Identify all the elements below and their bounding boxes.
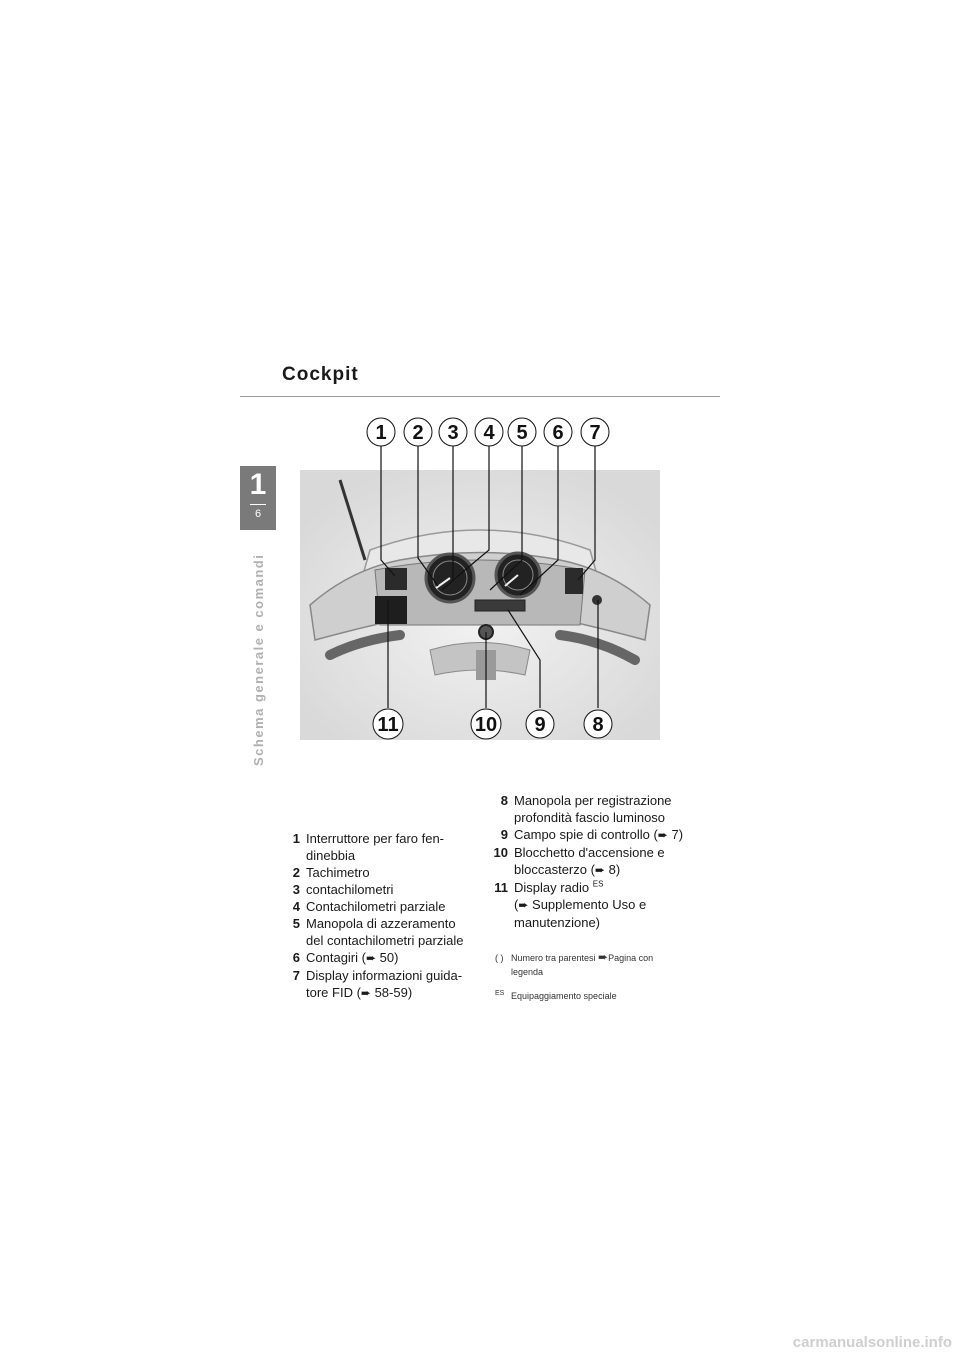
radio-display (375, 596, 407, 624)
fog-light-switch (385, 568, 407, 590)
callout-8: 8 (592, 714, 604, 736)
legend-item: 5 Manopola di azzeramento del contachilometri parziale (292, 916, 464, 948)
title-divider (240, 396, 720, 397)
legend-right (486, 792, 701, 931)
legend-item: 10 Blocchetto d'accensione e bloccasterzo (➨ 8) (493, 845, 665, 877)
callout-5: 5 (516, 422, 528, 444)
arrow-icon: ➨ (657, 828, 668, 842)
legend-item: 3 contachilometri (292, 882, 394, 897)
callout-11: 11 (377, 714, 399, 736)
legend-left (286, 830, 486, 1002)
footer-watermark: carmanualsonline.info (792, 1334, 952, 1351)
legend-item: 9 Campo spie di controllo (➨ 7) (500, 827, 684, 842)
chapter-tab (240, 466, 276, 530)
legend-item: 4 Contachilometri parziale (292, 899, 446, 914)
tachometer (496, 553, 540, 597)
arrow-icon: ➨ (598, 950, 609, 964)
section-label: Schema generale e comandi (251, 553, 266, 766)
legend-item: 2 Tachimetro (292, 865, 370, 880)
callout-1: 1 (375, 422, 387, 444)
warning-lights (475, 600, 525, 611)
note-parentheses: ( ) Numero tra parentesi ➨Pagina con legenda (495, 950, 654, 977)
arrow-icon: ➨ (594, 863, 605, 877)
legend-item: 6 Contagiri (➨ 50) (292, 950, 399, 965)
callout-6: 6 (552, 422, 564, 444)
legend-item: 11 Display radio $^{ES}$ (➨ Supplemento Uso e manutenzione) (494, 879, 647, 930)
callout-3: 3 (447, 422, 459, 444)
callout-10: 10 (474, 714, 498, 736)
legend-item: 7 Display informazioni guida- tore FID (➨ 58-59) (292, 968, 463, 1000)
note-special-equipment: ES Equipaggiamento speciale (495, 990, 617, 1001)
callout-9: 9 (534, 714, 546, 736)
arrow-icon: ➨ (360, 986, 371, 1000)
callout-2: 2 (412, 422, 424, 444)
arrow-icon: ➨ (518, 898, 529, 912)
legend-item: 8 Manopola per registrazione profondità fascio luminoso (500, 793, 672, 825)
fid-display (565, 568, 583, 594)
cockpit-figure (290, 410, 670, 755)
arrow-icon: ➨ (365, 951, 377, 965)
chapter-number: 1 (249, 468, 267, 501)
chapter-tab-divider (250, 504, 266, 505)
page-number: 6 (254, 508, 262, 520)
speedometer (426, 554, 474, 602)
callout-4: 4 (483, 422, 495, 444)
callout-7: 7 (589, 422, 601, 444)
headlight-range-knob (592, 595, 602, 605)
page-title: Cockpit (282, 364, 359, 385)
legend-item: 1 Interruttore per faro fen- dinebbia (292, 831, 445, 863)
